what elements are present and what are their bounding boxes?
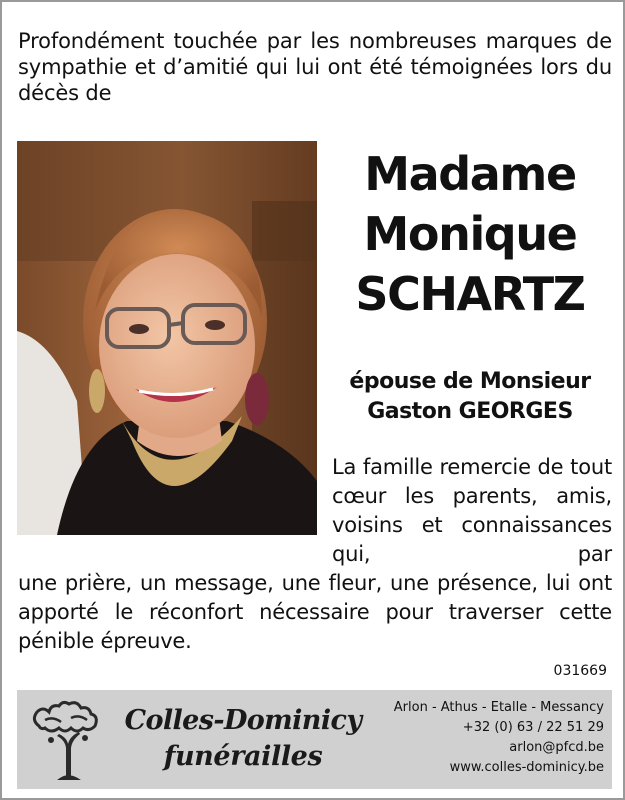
contact-info <box>394 698 604 778</box>
funeral-home-subtitle: funérailles <box>163 741 323 772</box>
phone-text: +32 (0) 63 / 22 51 29 <box>462 720 604 735</box>
name-last: SCHARTZ <box>355 267 585 321</box>
reference-number: 031669 <box>553 663 607 679</box>
portrait-photo <box>17 141 317 535</box>
website-link[interactable]: www.colles-dominicy.be <box>449 760 604 775</box>
spouse-line-1: épouse de Monsieur <box>349 369 591 394</box>
email-link[interactable]: arlon@pfcd.be <box>509 740 604 755</box>
deceased-name <box>324 144 616 324</box>
funeral-home-brand <box>112 704 374 776</box>
funeral-home-banner <box>17 690 612 789</box>
name-first: Monique <box>363 207 577 261</box>
thanks-text-part-2: une prière, un message, une fleur, une présence, lui ont apporté le réconfort nécessaire pour traverser cette pénible épreuve. <box>18 571 612 653</box>
thanks-text-part-1: La famille remercie de tout cœur les parents, amis, voisins et connaissances qui, par <box>332 455 612 566</box>
spouse-line-2: Gaston GEORGES <box>367 399 573 424</box>
funeral-home-name: Colles-Dominicy <box>124 705 362 736</box>
tree-icon <box>27 696 109 780</box>
locations-text: Arlon - Athus - Etalle - Messancy <box>393 700 604 715</box>
intro-text: Profondément touchée par les nombreuses marques de sympathie et d’amitié qui lui ont été témoignées lors du décès de <box>18 29 612 105</box>
spouse-info <box>324 367 616 427</box>
name-title: Madame <box>364 147 576 201</box>
